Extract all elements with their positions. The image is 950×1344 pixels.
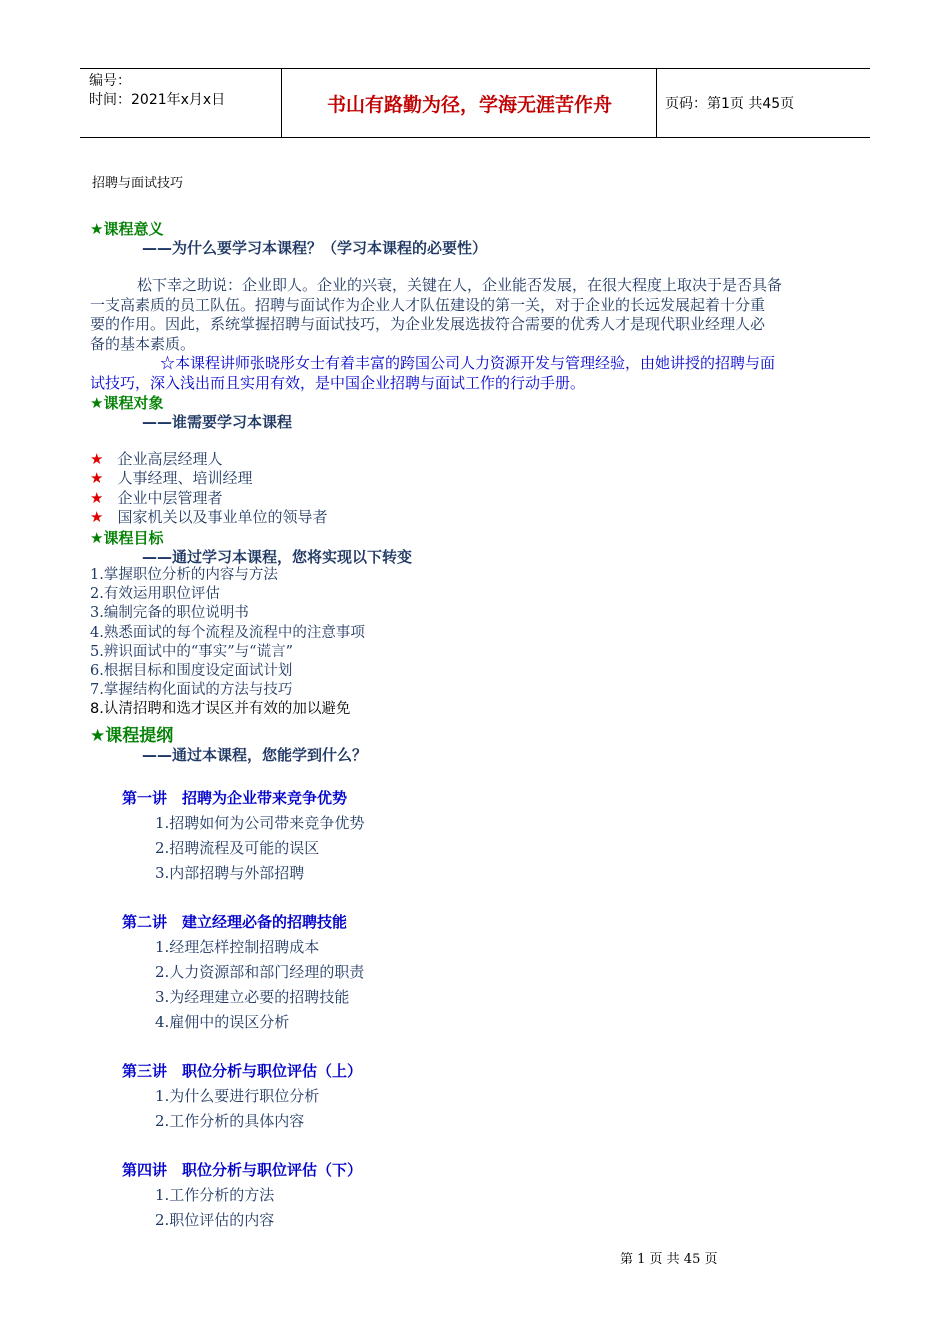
- goals-subheading: ——通过学习本课程，您将实现以下转变: [142, 548, 413, 566]
- outline-subheading: ——通过本课程，您能学到什么？: [142, 746, 368, 764]
- star-icon: ★: [90, 450, 104, 468]
- meaning-paragraph: [90, 276, 860, 354]
- para-line: 备的基本素质。: [90, 334, 196, 353]
- list-item: 5.辨识面试中的“事实”与“谎言”: [90, 643, 293, 660]
- star-icon: ★: [90, 507, 104, 526]
- list-item: 4.雇佣中的误区分析: [155, 1013, 290, 1031]
- list-item: 1.掌握职位分析的内容与方法: [90, 567, 278, 583]
- number-label: 编号：: [89, 73, 131, 89]
- header-table: [80, 68, 870, 138]
- audience-subheading: ——谁需要学习本课程: [142, 413, 293, 431]
- note-line: ☆本课程讲师张晓彤女士有着丰富的跨国公司人力资源开发与管理经验，由她讲授的招聘与面: [160, 354, 776, 372]
- motto: 书山有路勤为径，学海无涯苦作舟: [283, 69, 657, 137]
- list-item: 3.为经理建立必要的招聘技能: [155, 988, 350, 1006]
- audience-heading: ★课程对象: [90, 394, 164, 412]
- list-item: 2.人力资源部和部门经理的职责: [155, 963, 365, 981]
- list-item: 1.经理怎样控制招聘成本: [155, 938, 320, 956]
- list-item: 2.工作分析的具体内容: [155, 1112, 305, 1130]
- list-item: 8.认清招聘和选才误区并有效的加以避免: [90, 701, 351, 718]
- instructor-note: [90, 354, 860, 393]
- page-footer: 第 1 页 共 45 页: [620, 1252, 718, 1267]
- list-item: 1.为什么要进行职位分析: [155, 1087, 320, 1105]
- para-line: 要的作用。因此，系统掌握招聘与面试技巧，为企业发展选拔符合需要的优秀人才是现代职业经理人必: [90, 315, 766, 333]
- header-left-cell: [80, 69, 282, 137]
- list-item: 3.编制完备的职位说明书: [90, 605, 249, 622]
- para-line: 松下幸之助说：企业即人。企业的兴衰，关键在人，企业能否发展，在很大程度上取决于是否具备: [137, 276, 783, 294]
- goals-heading: ★课程目标: [90, 529, 164, 547]
- audience-list: [90, 450, 327, 527]
- list-item: ★ 企业中层管理者: [90, 488, 223, 507]
- meaning-heading: ★课程意义: [90, 220, 164, 238]
- lecture-4-items: [155, 1183, 274, 1233]
- page-info: 页码：第1页 共45页: [665, 96, 795, 112]
- date-label: 时间：2021年x月x日: [89, 92, 226, 108]
- list-item: 1.工作分析的方法: [155, 1186, 275, 1204]
- list-item: 1.招聘如何为公司带来竞争优势: [155, 814, 365, 832]
- list-item: 4.熟悉面试的每个流程及流程中的注意事项: [90, 624, 365, 641]
- list-item: 6.根据目标和围度设定面试计划: [90, 663, 293, 680]
- meaning-subheading: ——为什么要学习本课程？（学习本课程的必要性）: [142, 239, 488, 257]
- list-item: ★ 企业高层经理人: [90, 450, 223, 468]
- list-item: 3.内部招聘与外部招聘: [155, 864, 305, 882]
- lecture-2-items: [155, 935, 364, 1035]
- lecture-4-title: 第四讲 职位分析与职位评估（下）: [122, 1161, 363, 1179]
- lecture-1-title: 第一讲 招聘为企业带来竞争优势: [122, 789, 348, 807]
- para-line: 一支高素质的员工队伍。招聘与面试作为企业人才队伍建设的第一关，对于企业的长远发展起着十分重: [90, 295, 766, 314]
- star-icon: ★: [90, 488, 104, 507]
- list-item: 7.掌握结构化面试的方法与技巧: [90, 682, 293, 699]
- lecture-1-items: [155, 811, 364, 886]
- list-item: 2.有效运用职位评估: [90, 586, 220, 603]
- list-item: 2.招聘流程及可能的误区: [155, 839, 320, 857]
- list-item: ★ 人事经理、培训经理: [90, 469, 253, 488]
- lecture-2-title: 第二讲 建立经理必备的招聘技能: [122, 913, 348, 931]
- list-item: 2.职位评估的内容: [155, 1211, 275, 1229]
- doc-title: 招聘与面试技巧: [92, 176, 184, 191]
- lecture-3-items: [155, 1084, 319, 1134]
- outline-heading: ★课程提纲: [90, 726, 174, 746]
- list-item: ★ 国家机关以及事业单位的领导者: [90, 507, 328, 526]
- note-line: 试技巧，深入浅出而且实用有效，是中国企业招聘与面试工作的行动手册。: [90, 373, 586, 392]
- goals-list: [90, 566, 365, 720]
- star-icon: ★: [90, 469, 104, 488]
- lecture-3-title: 第三讲 职位分析与职位评估（上）: [122, 1062, 363, 1080]
